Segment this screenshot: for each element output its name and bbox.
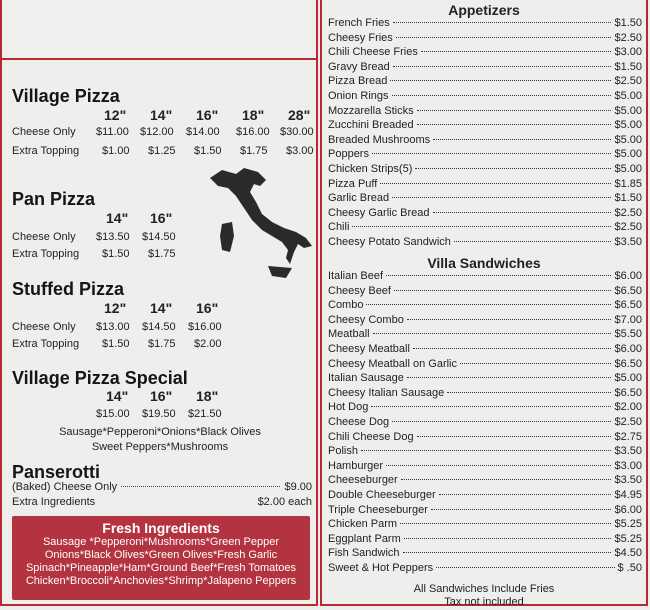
leader-dots (439, 494, 612, 495)
menu-item (328, 547, 642, 561)
item-name: Pizza Bread (328, 75, 388, 88)
leader-dots (121, 486, 280, 487)
ingredient-line: Sausage *Pepperoni*Mushrooms*Green Pepper (42, 536, 280, 548)
size-header: 18" (242, 107, 265, 123)
size-header: 12" (104, 300, 127, 316)
menu-item (328, 474, 642, 488)
leader-dots (361, 450, 612, 451)
leader-dots (431, 509, 612, 510)
menu-item (328, 148, 642, 162)
size-header: 18" (196, 388, 219, 404)
menu-item (328, 17, 642, 31)
item-price: $3.50 (614, 474, 642, 487)
item-name: Double Cheeseburger (328, 489, 436, 501)
item-price: $4.95 (614, 489, 642, 501)
leader-dots (436, 567, 614, 568)
size-header: 14" (106, 388, 129, 404)
item-name: Cheesy Combo (328, 313, 404, 326)
item-name: Cheesy Italian Sausage (328, 386, 445, 399)
menu-item (328, 314, 642, 328)
ingredient-line: Onions*Black Olives*Green Olives*Fresh Garlic (44, 549, 278, 561)
item-price: $5.50 (614, 328, 642, 341)
menu-item (328, 401, 642, 415)
leader-dots (404, 538, 612, 539)
item-name: Cheese Dog (328, 416, 390, 428)
row-label: (Baked) Cheese Only (12, 481, 118, 493)
fresh-ingredients-box (12, 516, 310, 600)
price: $1.75 (148, 338, 176, 350)
item-price: $5.00 (614, 133, 642, 146)
price: $15.00 (96, 408, 130, 420)
leader-dots (352, 226, 611, 227)
price: $30.00 (280, 126, 314, 138)
leader-dots (447, 392, 611, 393)
item-name: Chicken Strips(5) (328, 163, 413, 175)
leader-dots (396, 37, 612, 38)
price: $16.00 (188, 321, 222, 333)
item-name: Chili (328, 221, 350, 234)
price: $12.00 (140, 126, 174, 138)
item-price: $2.50 (614, 416, 642, 428)
leader-dots (417, 436, 612, 437)
leader-dots (394, 290, 611, 291)
item-name: Chicken Parm (328, 518, 398, 531)
menu-item (328, 533, 642, 547)
sandwich-note: All Sandwiches Include Fries (413, 583, 555, 595)
village-pizza-title: Village Pizza (12, 86, 120, 106)
item-price: $1.50 (614, 192, 642, 205)
item-name: Hamburger (328, 459, 384, 472)
menu-item (328, 75, 642, 89)
price: $1.75 (240, 145, 268, 157)
special-desc-1: Sausage*Pepperoni*Onions*Black Olives (59, 426, 261, 438)
item-name: Italian Beef (328, 270, 384, 282)
row-label: Extra Ingredients (12, 496, 96, 508)
item-name: Garlic Bread (328, 192, 390, 205)
leader-dots (366, 304, 611, 305)
leader-dots (390, 80, 611, 81)
item-name: Cheesy Fries (328, 31, 393, 44)
menu-item (328, 460, 642, 474)
menu-item (328, 221, 642, 235)
price: $13.00 (96, 321, 130, 333)
price: $14.00 (186, 126, 220, 138)
sandwiches-title: Villa Sandwiches (427, 255, 541, 271)
leader-dots (433, 139, 611, 140)
menu-item (328, 358, 642, 372)
pan-pizza-title: Pan Pizza (12, 189, 96, 209)
price: $3.00 (286, 145, 314, 157)
price: $1.25 (148, 145, 176, 157)
leader-dots (386, 465, 611, 466)
menu-item (328, 504, 642, 518)
item-price: $1.50 (614, 60, 642, 73)
size-header: 16" (196, 107, 219, 123)
panserotti-title: Panserotti (12, 462, 101, 482)
menu-item (328, 299, 642, 313)
menu-item (328, 285, 642, 299)
menu-item (328, 372, 642, 386)
size-header: 14" (106, 210, 129, 226)
item-name: Fish Sandwich (328, 547, 400, 560)
item-name: Pizza Puff (328, 177, 378, 190)
menu-item (328, 343, 642, 357)
item-price: $6.00 (614, 503, 642, 516)
item-name: Cheesy Potato Sandwich (328, 236, 451, 248)
leader-dots (393, 66, 612, 67)
item-price: $2.50 (614, 221, 642, 234)
price: $1.75 (148, 248, 176, 260)
appetizers-title: Appetizers (448, 2, 520, 18)
item-price: $2.50 (614, 31, 642, 44)
leader-dots (392, 421, 611, 422)
item-price: $5.00 (614, 119, 642, 132)
leader-dots (460, 363, 611, 364)
leader-dots (373, 333, 612, 334)
item-price: $1.85 (614, 177, 642, 190)
item-price: $3.50 (614, 236, 642, 248)
price: $16.00 (236, 126, 270, 138)
item-name: Cheeseburger (328, 474, 398, 487)
menu-item (328, 178, 642, 192)
leader-dots (433, 212, 612, 213)
price: $21.50 (188, 408, 222, 420)
item-name: Cheesy Meatball on Garlic (328, 357, 458, 370)
row-label: Cheese Only (12, 321, 76, 333)
menu-item (328, 445, 642, 459)
italy-map-icon (206, 162, 318, 294)
item-name: Combo (328, 299, 364, 312)
menu-item (328, 387, 642, 401)
size-header: 16" (196, 300, 219, 316)
item-name: Meatball (328, 328, 370, 341)
item-price: $5.00 (614, 104, 642, 117)
leader-dots (407, 319, 612, 320)
size-header: 12" (104, 107, 127, 123)
ingredient-line: Spinach*Pineapple*Ham*Ground Beef*Fresh Tomatoes (25, 562, 297, 574)
row-label: Extra Topping (12, 248, 80, 260)
item-name: Zucchini Breaded (328, 119, 414, 132)
item-price: $6.00 (614, 343, 642, 355)
item-price: $5.00 (614, 90, 642, 102)
item-price: $5.25 (614, 532, 642, 545)
menu-item (328, 119, 642, 133)
price: $9.00 (284, 481, 312, 493)
leader-dots (417, 110, 612, 111)
menu-item (328, 416, 642, 430)
size-header: 16" (150, 210, 173, 226)
item-name: Chili Cheese Fries (328, 46, 418, 59)
menu-item (328, 163, 642, 177)
item-name: Cheesy Garlic Bread (328, 206, 430, 219)
size-header: 28" (288, 107, 311, 123)
menu-item (328, 431, 642, 445)
leader-dots (371, 406, 611, 407)
price: $1.50 (102, 338, 130, 350)
menu-item (328, 489, 642, 503)
menu-item (328, 207, 642, 221)
leader-dots (403, 552, 612, 553)
menu-item (328, 134, 642, 148)
price: $1.50 (102, 248, 130, 260)
item-price: $3.00 (614, 46, 642, 59)
item-name: Cheesy Beef (328, 284, 391, 297)
price: $2.00 each (257, 496, 312, 508)
item-price: $3.50 (614, 445, 642, 458)
stuffed-pizza-title: Stuffed Pizza (12, 279, 125, 299)
leader-dots (393, 22, 612, 23)
price: $19.50 (142, 408, 176, 420)
item-price: $6.50 (614, 357, 642, 370)
price: $2.00 (194, 338, 222, 350)
ingredient-line: Chicken*Broccoli*Anchovies*Shrimp*Jalapeno Peppers (25, 575, 297, 587)
item-price: $6.50 (614, 299, 642, 312)
fresh-ingredients-title: Fresh Ingredients (102, 520, 220, 536)
size-header: 16" (150, 388, 173, 404)
menu-item (328, 518, 642, 532)
item-price: $2.75 (614, 430, 642, 443)
item-price: $2.50 (614, 206, 642, 219)
row-label: Extra Topping (12, 145, 80, 157)
special-desc-2: Sweet Peppers*Mushrooms (91, 441, 229, 453)
item-name: Sweet & Hot Peppers (328, 562, 434, 574)
item-price: $5.00 (614, 372, 642, 385)
item-price: $6.00 (614, 270, 642, 282)
size-header: 14" (150, 300, 173, 316)
item-price: $4.50 (614, 547, 642, 560)
price: $13.50 (96, 231, 130, 243)
price: $14.50 (142, 231, 176, 243)
leader-dots (400, 523, 611, 524)
size-header: 14" (150, 107, 173, 123)
menu-item (328, 90, 642, 104)
menu-item (328, 236, 642, 250)
menu-item (328, 32, 642, 46)
item-name: Mozzarella Sticks (328, 104, 414, 117)
panserotti-row (12, 481, 312, 495)
item-price: $2.00 (614, 401, 642, 414)
leader-dots (417, 124, 612, 125)
item-name: Polish (328, 445, 358, 458)
item-price: $1.50 (614, 17, 642, 29)
leader-dots (413, 348, 612, 349)
item-price: $7.00 (614, 313, 642, 326)
leader-dots (386, 275, 611, 276)
menu-item (328, 270, 642, 284)
menu-item (328, 61, 642, 75)
special-title: Village Pizza Special (12, 368, 188, 388)
item-price: $ .50 (617, 562, 642, 574)
item-name: Triple Cheeseburger (328, 503, 428, 516)
menu-item (328, 46, 642, 60)
row-label: Cheese Only (12, 231, 76, 243)
menu-item (328, 562, 642, 576)
item-name: Cheesy Meatball (328, 343, 410, 355)
menu-item (328, 328, 642, 342)
panserotti-row (12, 496, 312, 510)
price: $14.50 (142, 321, 176, 333)
item-name: Eggplant Parm (328, 532, 401, 545)
tax-note: Tax not included (444, 596, 524, 608)
item-price: $6.50 (614, 284, 642, 297)
leader-dots (401, 479, 612, 480)
menu-item (328, 192, 642, 206)
row-label: Extra Topping (12, 338, 80, 350)
leader-dots (380, 183, 611, 184)
menu-item (328, 105, 642, 119)
price: $1.50 (194, 145, 222, 157)
item-price: $5.00 (614, 148, 642, 161)
item-name: Chili Cheese Dog (328, 430, 414, 443)
item-name: Hot Dog (328, 401, 369, 414)
item-price: $3.00 (614, 459, 642, 472)
item-price: $2.50 (614, 75, 642, 88)
leader-dots (421, 51, 612, 52)
leader-dots (392, 95, 612, 96)
leader-dots (372, 153, 611, 154)
price: $1.00 (102, 145, 130, 157)
item-name: Onion Rings (328, 90, 389, 102)
item-name: Poppers (328, 148, 369, 161)
item-price: $5.25 (614, 518, 642, 531)
leader-dots (454, 241, 612, 242)
item-name: Italian Sausage (328, 372, 404, 385)
item-price: $5.00 (614, 163, 642, 175)
item-price: $6.50 (614, 386, 642, 399)
leader-dots (407, 377, 612, 378)
price: $11.00 (96, 126, 129, 138)
leader-dots (392, 197, 611, 198)
leader-dots (415, 168, 611, 169)
item-name: Gravy Bread (328, 60, 390, 73)
row-label: Cheese Only (12, 126, 76, 138)
item-name: French Fries (328, 17, 390, 29)
item-name: Breaded Mushrooms (328, 133, 431, 146)
